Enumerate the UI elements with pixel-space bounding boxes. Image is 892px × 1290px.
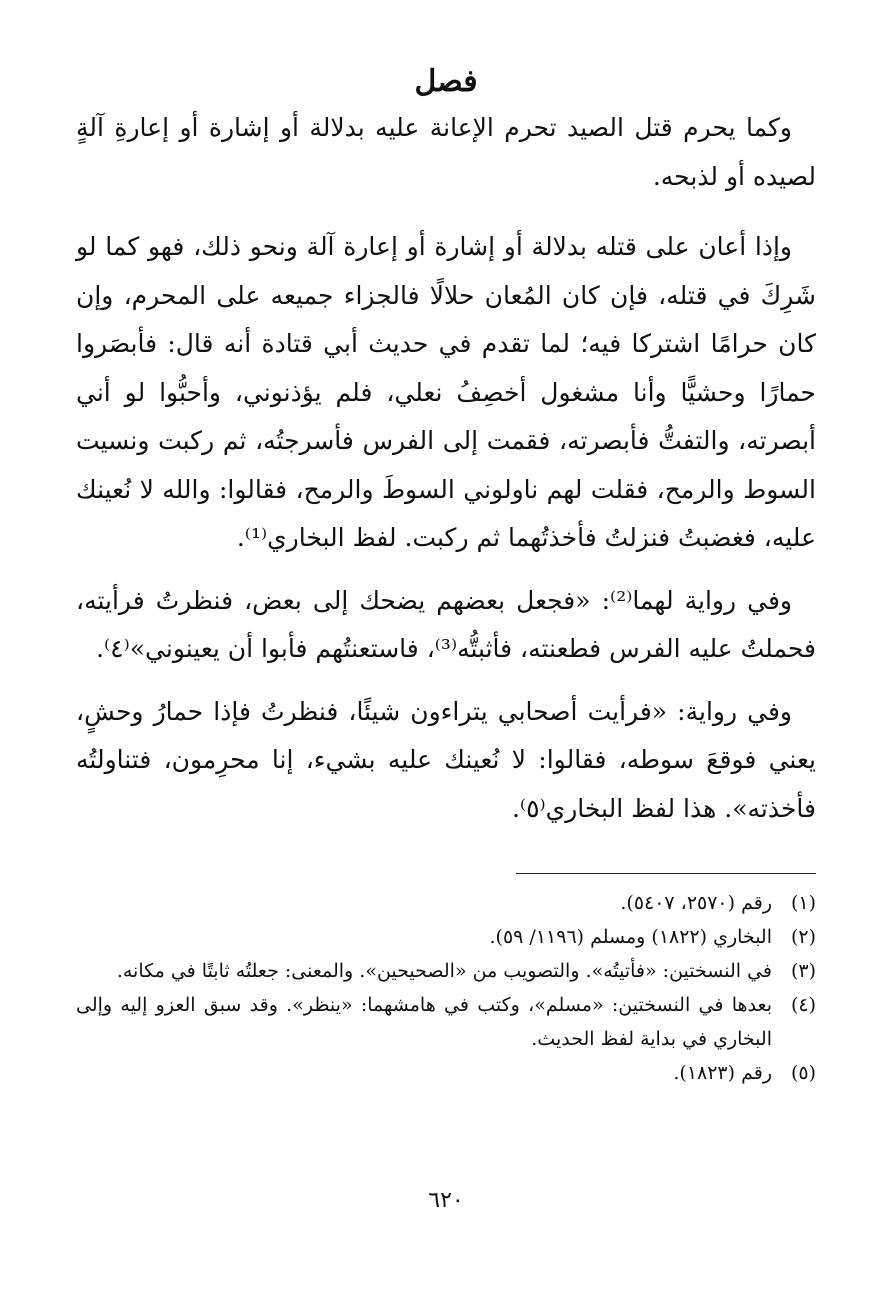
footnote-number: (٣) xyxy=(790,960,816,982)
footnote-5 xyxy=(76,1056,816,1090)
footnote-number: (١) xyxy=(790,892,816,914)
footnotes xyxy=(76,886,816,1090)
paragraph-3: وفي رواية لهما⁽²⁾: «فجعل بعضهم يضحك إلى بعض، فنظرتُ فرأيته، فحملتُ عليه الفرس فطعنته، فأثبتُّه⁽³⁾، فاستعنتُهم فأبوا أن يعينوني»⁽٤⁾. xyxy=(76,585,816,663)
footnote-number: (٥) xyxy=(790,1062,816,1084)
footnote-text: البخاري (١٨٢٢) ومسلم (١١٩٦/ ٥٩). xyxy=(489,926,772,948)
footnote-text: رقم (١٨٢٣). xyxy=(673,1062,772,1084)
footnote-1 xyxy=(76,886,816,920)
footnote-text: رقم (٢٥٧٠، ٥٤٠٧). xyxy=(620,892,772,914)
footnote-separator xyxy=(516,873,816,874)
footnote-2 xyxy=(76,920,816,954)
paragraph-1: وكما يحرم قتل الصيد تحرم الإعانة عليه بدلالة أو إشارة أو إعارةِ آلةٍ لصيده أو لذبحه. xyxy=(76,113,816,191)
footnote-text: بعدها في النسختين: «مسلم»، وكتب في هامشهما: «ينظر». وقد سبق العزو إليه وإلى البخاري في بداية لفظ الحديث. xyxy=(76,994,772,1050)
footnote-4 xyxy=(76,988,816,1056)
footnote-text: في النسختين: «فأتيتُه». والتصويب من «الصحيحين». والمعنى: جعلتُه ثابتًا في مكانه. xyxy=(116,960,772,982)
paragraph-4: وفي رواية: «فرأيت أصحابي يتراءون شيئًا، فنظرتُ فإذا حمارُ وحشٍ، يعني فوقعَ سوطه، فقالوا: لا نُعينك عليه بشيء، إنا محرِمون، فتناولتُه فأخذته». هذا لفظ البخاري⁽٥⁾. xyxy=(76,696,816,823)
footnote-3 xyxy=(76,954,816,988)
paragraph-2: وإذا أعان على قتله بدلالة أو إشارة أو إعارة آلة ونحو ذلك، فهو كما لو شَرِكَ في قتله، فإن كان المُعان حلالًا فالجزاء جميعه على المحرم، وإن كان حرامًا اشتركا فيه؛ لما تقدم في حديث أبي قتادة أنه قال: فأبصَروا حمارًا وحشيًّا وأنا مشغول أخصِفُ نعلي، فلم يؤذنوني، وأحبُّوا لو أني أبصرته، والتفتُّ فأبصرته، فقمت إلى الفرس فأسرجتُه، ثم ركبت ونسيت السوط والرمح، فقلت لهم ناولوني السوطَ والرمح، فقالوا: والله لا نُعينك عليه، فغضبتُ فنزلتُ فأخذتُهما ثم ركبت. لفظ البخاري⁽¹⁾. xyxy=(76,232,816,552)
page-body xyxy=(76,60,816,847)
footnote-number: (٢) xyxy=(790,926,816,948)
section-title: فصل xyxy=(414,64,478,99)
footnote-number: (٤) xyxy=(790,994,816,1016)
page-number: ٦٢٠ xyxy=(428,1188,464,1213)
